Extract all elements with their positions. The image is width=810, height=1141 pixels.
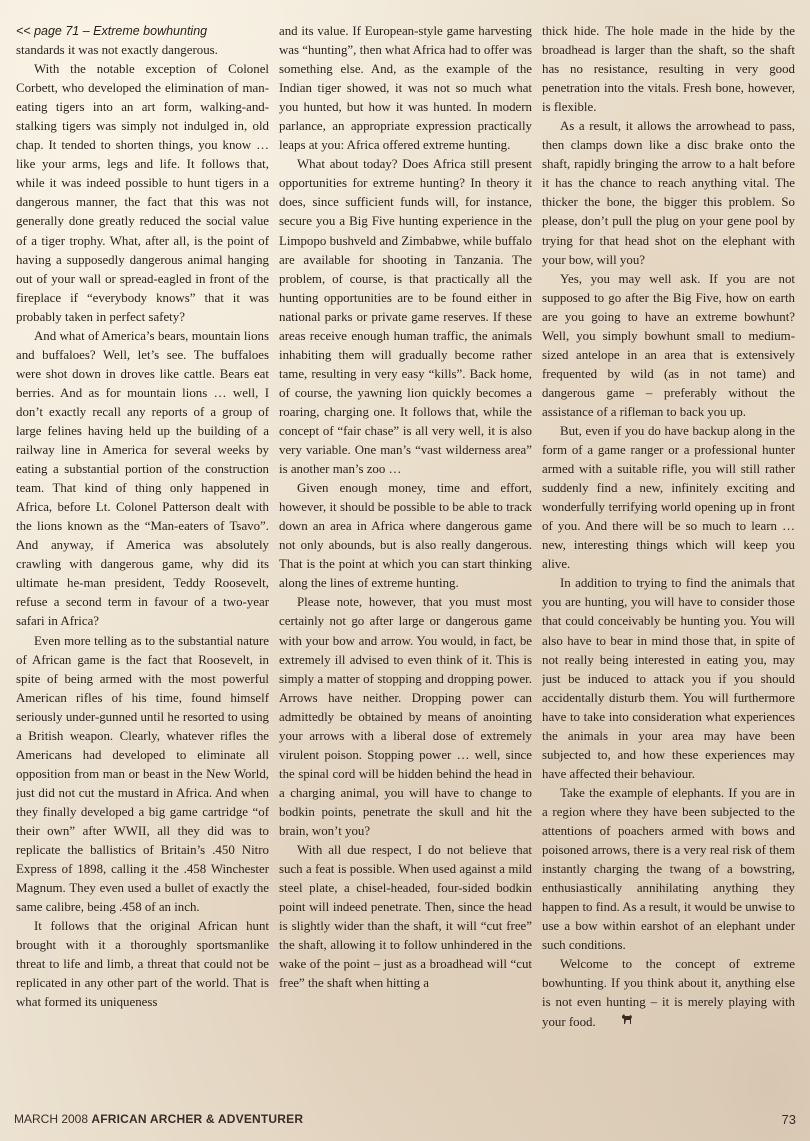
paragraph: It follows that the original African hunt brought with it a thoroughly sportsmanlike threat to life and limb, a threat that could not be replicated in any other part of the world. That is what formed its uniqueness [16,919,269,1010]
final-paragraph-text: Welcome to the concept of extreme bowhunting. If you think about it, anything else is not even hunting – it is merely playing with your food. [542,957,795,1030]
column-3 [542,22,795,1108]
continued-from-kicker: << page 71 – Extreme bowhunting [16,24,208,38]
paragraph: Even more telling as to the substantial nature of African game is the fact that Roosevelt, in spite of being armed with the most powerful American rifles of his time, found himself seriously under-gunned until he resorted to using a British weapon. Clearly, whatever rifles the Americans had developed to eliminate all opposition from man or beast in the New World, just did not cut the mustard in Africa. And when they finally developed a big game cartridge “of their own” after WWII, all they did was to replicate the ballistics of Britain’s .450 Nitro Express of 1898, calling it the .458 Winchester Magnum. They even used a bullet of exactly the same calibre, being .458 of an inch. [16,633,269,915]
article-body [16,22,796,1108]
kicker-line [16,22,269,41]
paragraph: and its value. If European-style game harvesting was “hunting”, then what Africa had to offer was something else. And, as the example of the Indian tiger showed, it was not so much what you hunted, but how it was hunted. In modern parlance, an appropriate expression practically leaps at you: Africa offered extreme hunting. [279,24,532,153]
column-2 [279,22,532,1108]
antelope-end-mark-icon [602,1012,634,1031]
paragraph: But, even if you do have backup along in the form of a game ranger or a professional hunter armed with a suitable rifle, you will still rather suddenly find a new, infinitely exciting and wonderfully terrifying world opening up in front of you. And there will be so much to learn … new, interesting things which will keep you alive. [542,423,795,572]
paragraph: As a result, it allows the arrowhead to pass, then clamps down like a disc brake onto the shaft, rapidly bringing the arrow to a halt before it has the chance to reach anything vital. The thicker the bone, the bigger this problem. So please, don’t pull the plug on your gene pool by trying for that head shot on the elephant with your bow, will you? [542,119,795,267]
paragraph: Please note, however, that you must most certainly not go after large or dangerous game with your bow and arrow. You would, in fact, be extremely ill advised to even think of it. This is simply a matter of stopping and dropping power. Arrows have neither. Dropping power can admittedly be obtained by means of anointing your arrows with a liberal dose of extremely virulent poison. Stopping power … well, since the spinal cord will be hidden behind the head in a charging animal, you will have to change to bodkin points, penetrate the skull and hit the brain, won’t you? [279,595,532,838]
paragraph: Yes, you may well ask. If you are not supposed to go after the Big Five, how on earth are you going to have an extreme bowhunt? Well, you simply bowhunt small to medium-sized antelope in an area that is extensively frequented by wild (as in not tame) and dangerous game – preferably without the assistance of a rifleman to back you up. [542,271,795,419]
paragraph: Given enough money, time and effort, however, it should be possible to be able to track down an area in Africa where dangerous game not only abounds, but is also really dangerous. That is the point at which you can start thinking along the lines of extreme hunting. [279,481,532,591]
paragraph: With all due respect, I do not believe that such a feat is possible. When used against a mild steel plate, a chisel-headed, four-sided bodkin point will indeed penetrate. Then, since the head is slightly wider than the shaft, it will “cut free” the shaft, allowing it to follow unhindered in the wake of the point – just as a broadhead will “cut free” the shaft when hitting a [279,843,532,991]
paragraph: standards it was not exactly dangerous. [16,43,218,58]
column-1 [16,22,269,1108]
paragraph: Take the example of elephants. If you are in a region where they have been subjected to the attentions of poachers armed with bows and poisoned arrows, there is a very real risk of them instantly charging the twang of a bowstring, enthusiastically annihilating anything they happen to find. As a result, it would be unwise to use a bow within earshot of an elephant under such conditions. [542,785,795,953]
issue-date: MARCH 2008 [14,1112,89,1126]
page-number: 73 [781,1111,796,1127]
paragraph: With the notable exception of Colonel Corbett, who developed the elimination of man-eating tigers into an art form, walking-and-stalking tigers was simply not indulged in, old chap. It tended to shorten things, you know … like your arms, legs and life. It follows that, while it was indeed possible to hunt tigers in a dangerous manner, the fact that this was not generally done greatly reduced the social value of a tiger trophy. What, after all, is the point of having a supposedly dangerous animal hanging out of your wall or spread-eagled in front of the fireplace if “everybody knows” that it was probably taken in perfect safety? [16,62,269,324]
page-footer [14,1108,796,1130]
final-paragraph [542,955,795,1032]
magazine-name: AFRICAN ARCHER & ADVENTURER [91,1112,304,1126]
paragraph: What about today? Does Africa still present opportunities for extreme hunting? In theory it does, since sufficient funds will, for instance, secure you a Big Five hunting experience in the Limpopo bushveld and Zimbabwe, while buffalo are available for shooting in Tanzania. The problem, of course, is that practically all the hunting opportunities are to be found either in national parks or private game reserves. If these areas receive enough human traffic, the animals inhabiting them will gradually become rather tame, resulting in very easy “kills”. Back home, of course, the yawning lion quickly becomes a roaring, charging one. It follows that, while the concept of “fair chase” is all very well, it is also very variable. One man’s “vast wilderness area” is another man’s zoo … [279,157,532,477]
footer-left [14,1112,303,1126]
paragraph: thick hide. The hole made in the hide by the broadhead is larger than the shaft, so the shaft has no resistance, resulting in very good penetration into the vitals. Fresh bone, however, is flexible. [542,24,795,115]
paragraph: In addition to trying to find the animals that you are hunting, you will have to consider those that could conceivably be hunting you. You will also have to bear in mind those that, in spite of not really being interested in eating you, may just be induced to attack you if you should accidentally disturb them. You will furthermore have to take into consideration what experiences the animals in your area may have been subjected to, and how these experiences may have affected their behaviour. [542,576,795,781]
paragraph: And what of America’s bears, mountain lions and buffaloes? Well, let’s see. The buffaloes were shot down in droves like cattle. Bears eat berries. And as for mountain lions … well, I don’t exactly recall any reports of a group of large felines having held up the building of a railway line in America for several weeks by eating a substantial portion of the construction team. That kind of thing only happened in Africa, before Lt. Colonel Patterson dealt with the lions known as the “Man-eaters of Tsavo”. And anyway, if America was absolutely crawling with dangerous game, why did its ultimate he-man president, Teddy Roosevelt, refuse a second term in favour of a two-year safari in Africa? [16,328,269,629]
